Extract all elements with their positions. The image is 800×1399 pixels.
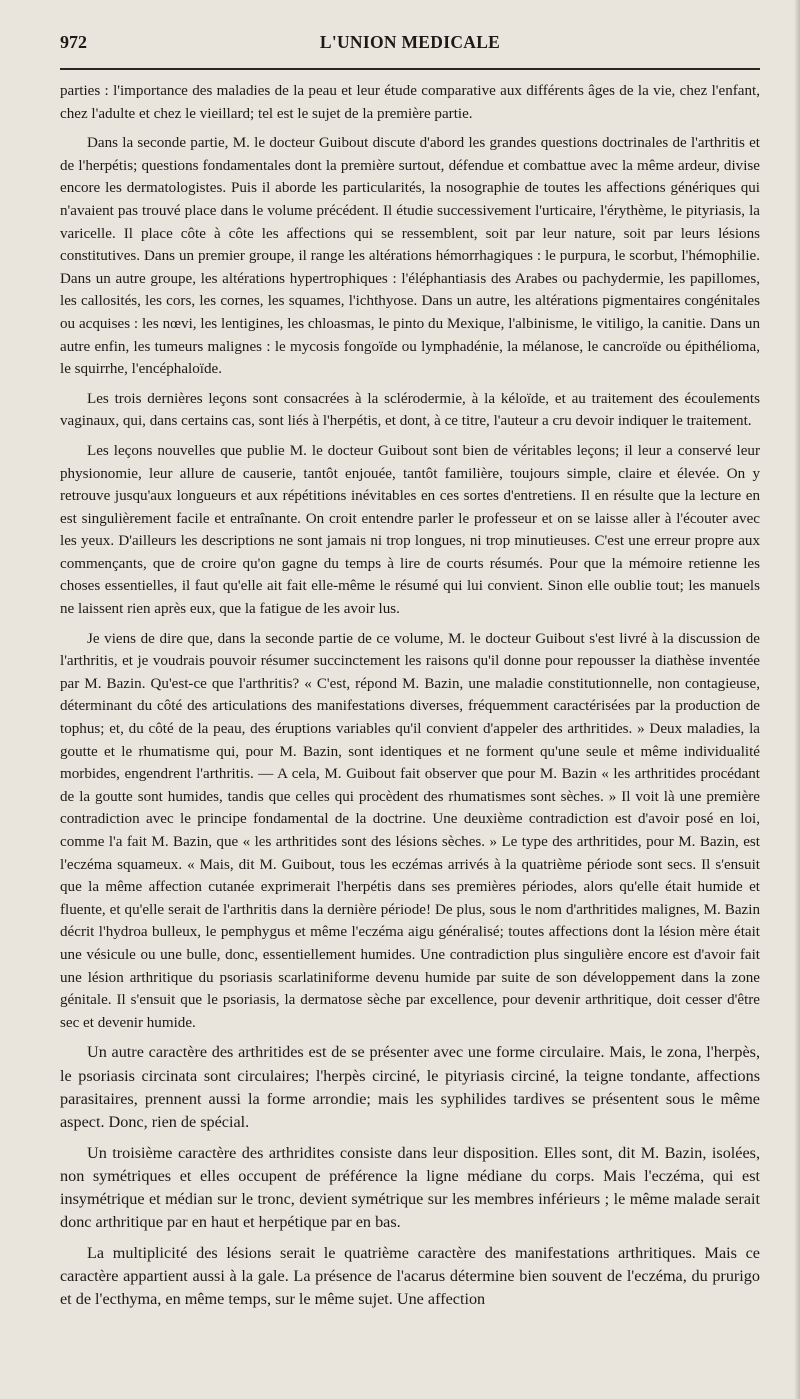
paragraph: La multiplicité des lésions serait le quatrième caractère des manifestations arthritiques. Mais ce caractère appartient aussi à la gale. La présence de l'acarus détermine bien souvent de l'eczéma, du prurigo et de l'ecthyma, en même temps, sur le même sujet. Une affection	[60, 1243, 760, 1309]
page-edge-shadow	[794, 0, 800, 1399]
paragraph: Les leçons nouvelles que publie M. le docteur Guibout sont bien de véritables leçons; il leur a conservé leur physionomie, leur allure de causerie, tantôt enjouée, tantôt familière, toujours simple, claire et élevée. On y retrouve jusqu'aux longueurs et aux répétitions inévitables en ces sortes d'entretiens. Il en résulte que la lecture en est singulièrement facile et entraînante. On croit entendre parler le professeur et on se laisse aller à l'écouter avec les yeux. D'ailleurs les descriptions ne sont jamais ni trop longues, ni trop minutieuses. C'est une erreur propre aux commençants, que de croire qu'on gagne du temps à lire de courts résumés. Pour que la mémoire retienne les choses essentielles, il faut qu'elle ait fait elle-même le résumé qui lui convient. Sinon elle oublie tout; les manuels ne laissent rien après eux, que la fatigue de les avoir lus.	[60, 442, 760, 618]
paragraph: parties : l'importance des maladies de la peau et leur étude comparative aux différents âges de la vie, chez l'enfant, chez l'adulte et chez le vieillard; tel est le sujet de la première partie.	[60, 83, 760, 122]
running-title: L'UNION MEDICALE	[319, 32, 501, 52]
header-rule	[60, 68, 760, 70]
paragraph: Un troisième caractère des arthridites consiste dans leur disposition. Elles sont, dit M. Bazin, isolées, non symétriques et elles occupent de préférence la ligne médiane du corps. Mais l'eczéma, qui est insymétrique et médian sur le tronc, devient symétrique sur les membres inférieurs ; le même malade serait donc arthritique par en haut et herpétique par en bas.	[60, 1143, 760, 1232]
paragraph: Je viens de dire que, dans la seconde partie de ce volume, M. le docteur Guibout s'est livré à la discussion de l'arthritis, et je voudrais pouvoir résumer succinctement les raisons qu'il donne pour repousser la diathèse inventée par M. Bazin. Qu'est-ce que l'arthritis? « C'est, répond M. Bazin, une maladie constitutionnelle, non contagieuse, déterminant du côté des articulations des manifestations diverses, fréquemment caractérisées par la production de tophus; et, du côté de la peau, des éruptions variables qu'il convient d'appeler des arthritides. » Deux maladies, la goutte et le rhumatisme qui, pour M. Bazin, sont identiques et ne forment qu'une seule et même individualité morbides, engendrent l'arthritis. — A cela, M. Guibout fait observer que pour M. Bazin « les arthritides procédant de la goutte sont humides, tandis que celles qui procèdent des rhumatismes sont sèches. » Il voit là une première contradiction avec le principe fondamental de la doctrine. Une deuxième contradiction est d'avoir posé en loi, comme l'a fait M. Bazin, que « les arthritides sont des lésions sèches. » Le type des arthritides, pour M. Bazin, est l'eczéma squameux. « Mais, dit M. Guibout, tous les eczémas arrivés à la quatrième période sont secs. Il s'ensuit que la même affection cutanée exprimerait l'herpétis dans ses premières périodes, alors qu'elle était humide et fluente, et qu'elle serait de l'arthritis dans la dernière période! De plus, sous le nom d'arthritides malignes, M. Bazin décrit l'hydroa bulleux, le pemphygus et même l'eczéma aigu généralisé; toutes affections dont la lésion mère était une vésicule ou une bulle, donc, essentiellement humides. Une contradiction plus singulière encore est d'avoir fait une lésion arthritique du psoriasis scarlatiniforme devenu humide par suite de son développement dans la zone génitale. Il s'ensuit que le psoriasis, la dermatose sèche par excellence, pour devenir arthritique, doit cesser d'être sec et devenir humide.	[60, 630, 760, 1031]
paragraph: Dans la seconde partie, M. le docteur Guibout discute d'abord les grandes questions doctrinales de l'arthritis et de l'herpétis; questions fondamentales dont la première surtout, défendue et combattue avec la même ardeur, divise encore les dermatologistes. Puis il aborde les particularités, la nosographie de toutes les affections génériques qui n'avaient pas trouvé place dans le volume précédent. Il étudie successivement l'urticaire, l'érythème, le pityriasis, la varicelle. Il place côte à côte les affections qui se ressemblent, soit par leur nature, soit par leurs lésions constitutives. Dans un premier groupe, il range les altérations hémorrhagiques : le purpura, le scorbut, l'hémophilie. Dans un autre groupe, les altérations hypertrophiques : l'éléphantiasis des Arabes ou pachydermie, les papillomes, les callosités, les cors, les cornes, les squames, l'ichthyose. Dans un autre, les altérations pigmentaires congénitales ou acquises : les nœvi, les lentigines, les chloasmas, le pinto du Mexique, l'albinisme, le vitiligo, la canitie. Dans un autre enfin, les tumeurs malignes : le mycosis fongoïde ou lymphadénie, la mélanose, le cancroïde ou épithélioma, le squirrhe, l'encéphaloïde.	[60, 135, 760, 378]
paragraph: Les trois dernières leçons sont consacrées à la sclérodermie, à la kéloïde, et au traitement des écoulements vaginaux, qui, dans certains cas, sont liés à l'herpétis, et dont, à ce titre, l'auteur a cru devoir indiquer le traitement.	[60, 390, 760, 430]
page-number: 972	[60, 32, 87, 52]
paragraph: Un autre caractère des arthritides est de se présenter avec une forme circulaire. Mais, le zona, l'herpès, le psoriasis circinata sont circulaires; l'herpès circiné, le pityriasis circiné, la teigne tondante, affections parasitaires, prennent aussi la forme arrondie; mais les syphilides tardives se présentent sous le même aspect. Donc, rien de spécial.	[60, 1043, 760, 1132]
page-header	[60, 32, 760, 62]
article-body	[60, 80, 760, 1319]
